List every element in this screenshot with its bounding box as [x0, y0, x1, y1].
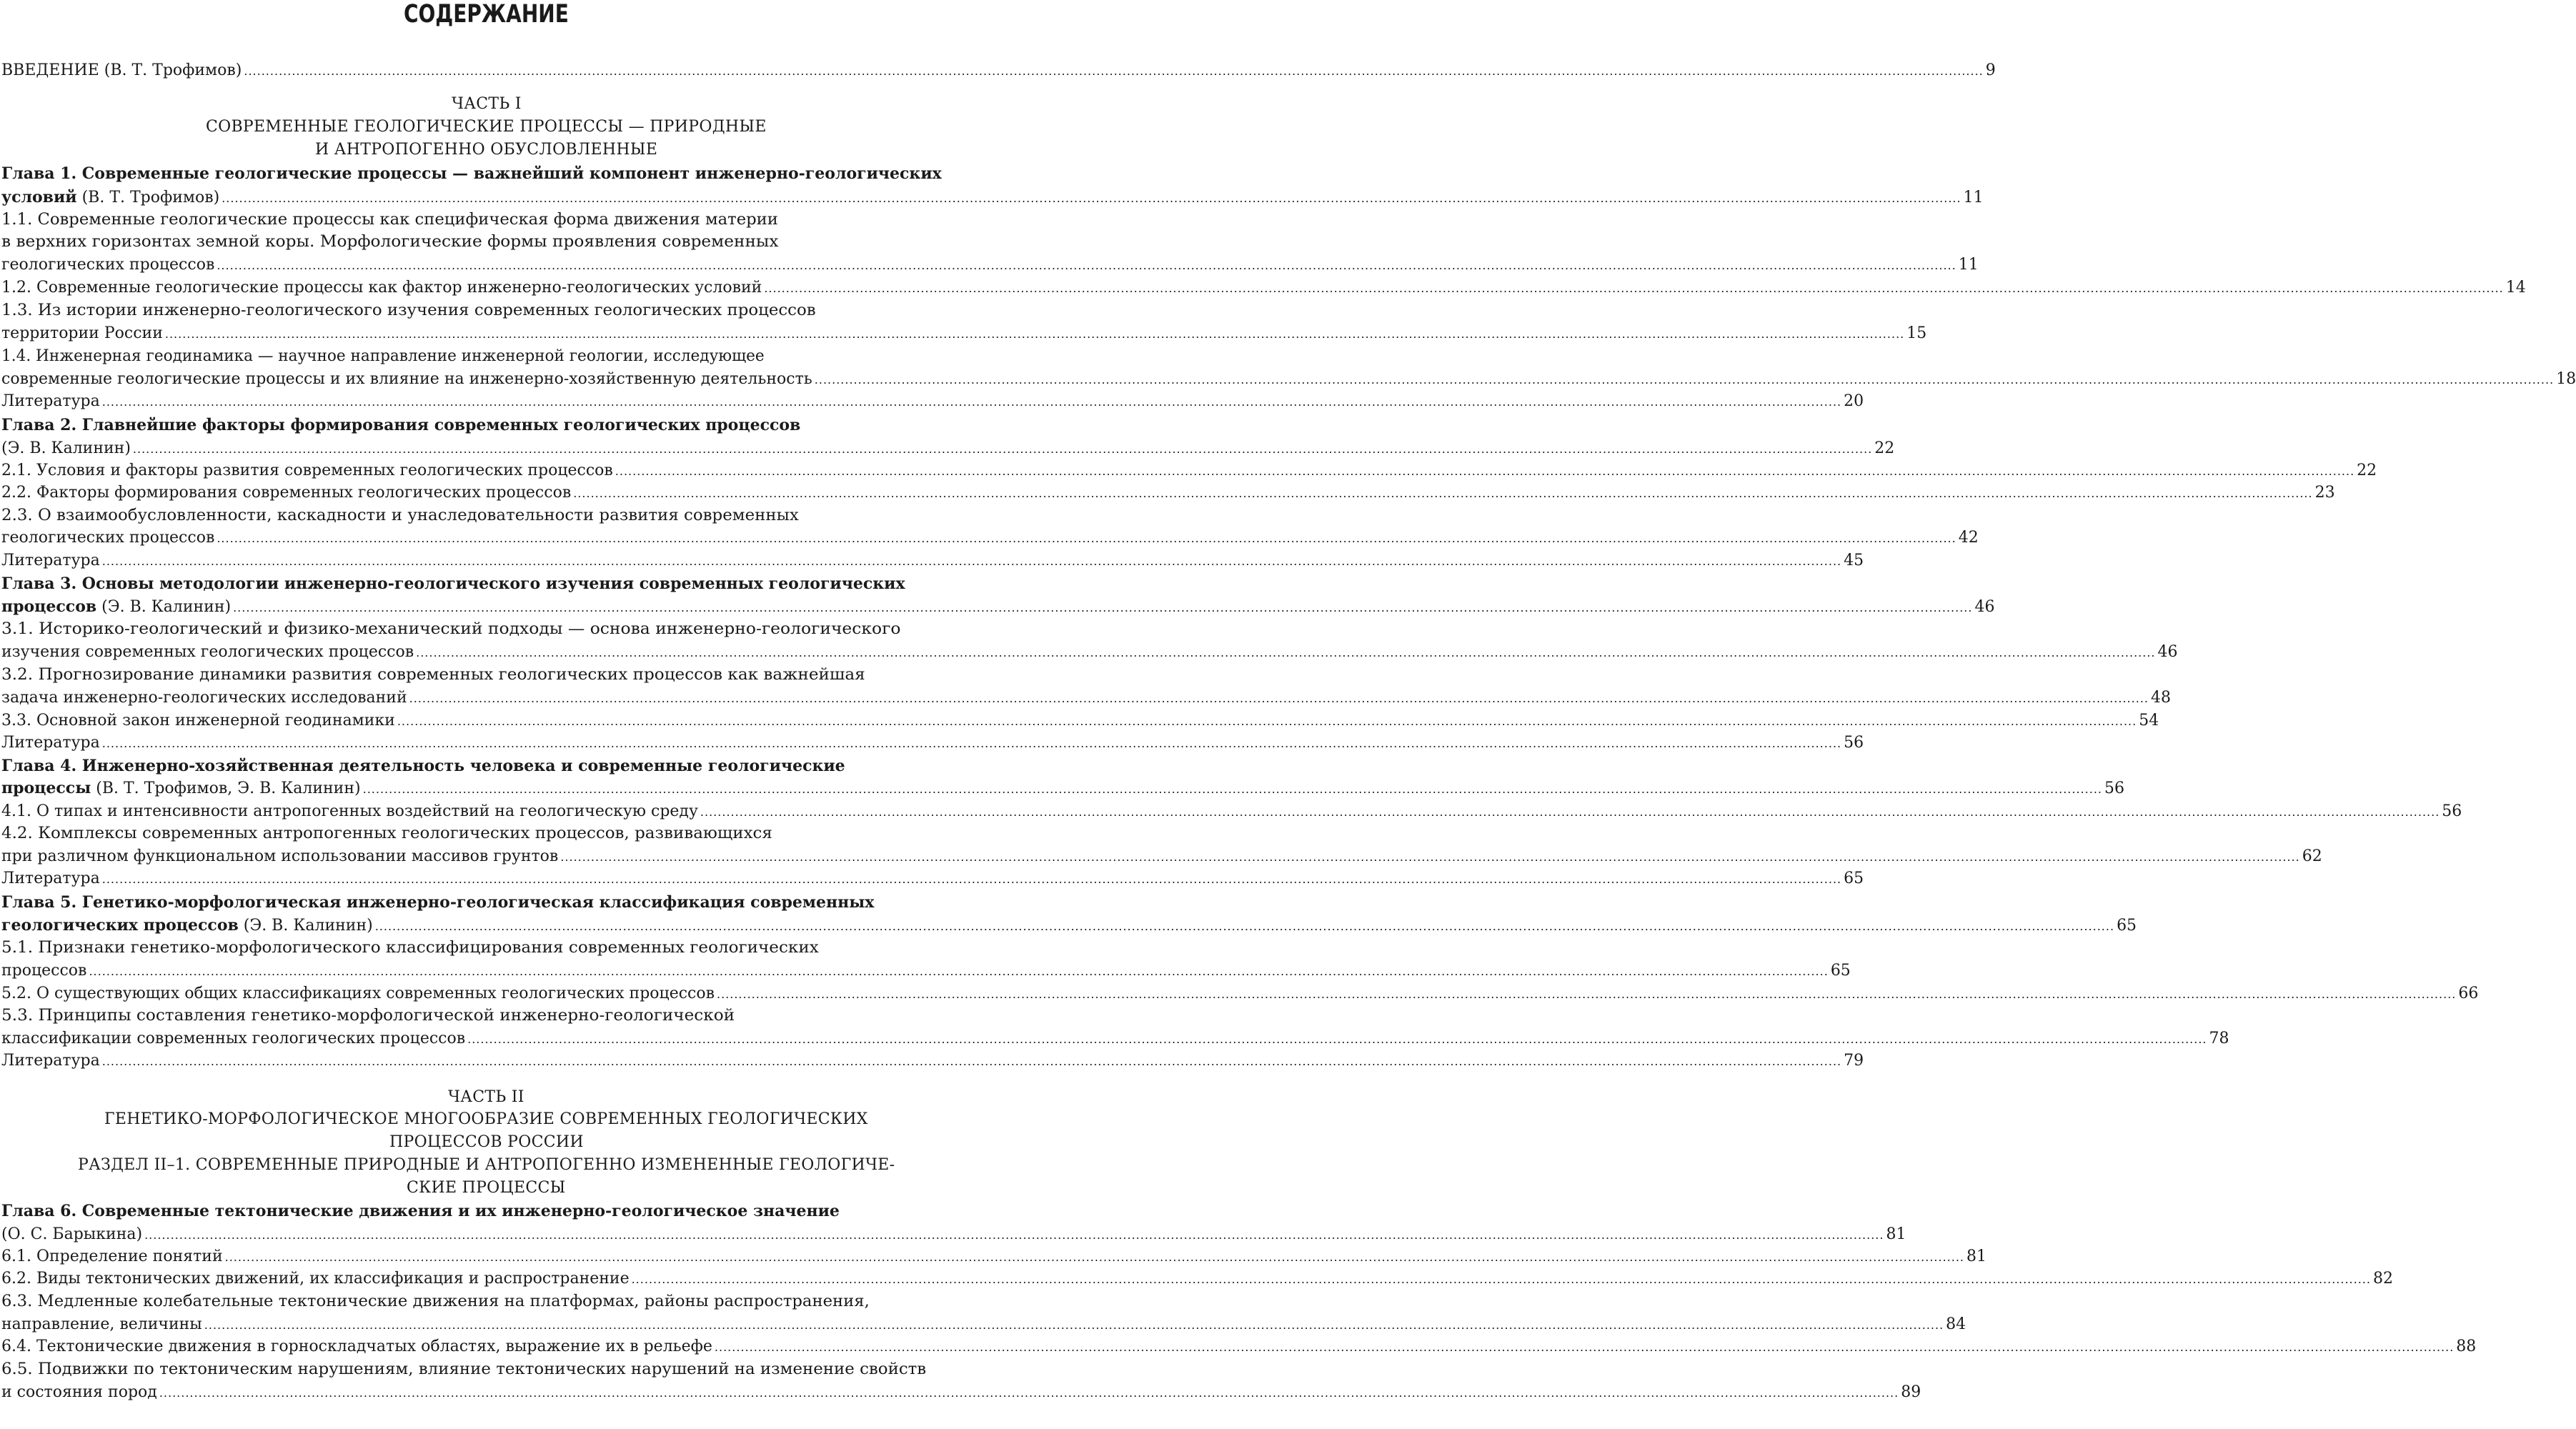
page-number: 48 [2150, 689, 2171, 707]
entry-text: 5.1. Признаки генетико-морфологического классифицирования современных геологических [1, 939, 819, 957]
toc-entry[interactable] [1, 1223, 1906, 1246]
page-number: 56 [2442, 802, 2462, 820]
page-number: 22 [2357, 462, 2377, 479]
toc-entry[interactable] [1, 1245, 1986, 1268]
entry-text: 2.3. О взаимообусловленности, каскадности и унаследовательности развития современных [1, 507, 799, 524]
entry-title [1, 731, 100, 755]
dot-leader: ................................................................................................................................................................................................................................................................................................................................................................................................................ [144, 1228, 1884, 1242]
entry-text: (В. Т. Трофимов) [76, 189, 220, 206]
entry-text: (О. С. Барыкина) [1, 1225, 143, 1243]
entry-title [1, 1267, 630, 1290]
toc-entry[interactable] [1, 253, 1979, 277]
entry-text: 2.1. Условия и факторы развития современных геологических процессов [1, 462, 613, 479]
entry-title [1, 640, 414, 664]
entry-text: в верхних горизонтах земной коры. Морфологические формы проявления современных [1, 233, 779, 251]
entry-text: 2.2. Факторы формирования современных геологических процессов [1, 484, 572, 502]
page-number: 65 [2117, 917, 2137, 935]
entry-title [1, 686, 407, 709]
dot-leader: ................................................................................................................................................................................................................................................................................................................................................................................................................ [233, 601, 1973, 614]
entry-title [1, 322, 163, 345]
toc-entry[interactable] [1, 959, 1851, 982]
entry-title [1, 1223, 142, 1246]
entry-title [1, 186, 219, 209]
dot-leader: ................................................................................................................................................................................................................................................................................................................................................................................................................ [101, 737, 1842, 750]
toc-entry[interactable] [1, 1049, 1864, 1072]
entry-text: классификации современных геологических процессов [1, 1030, 466, 1047]
chapter-title-text: Глава 2. Главнейшие факторы формирования современных геологических процессов [1, 416, 801, 434]
toc-entry[interactable] [1, 59, 1996, 82]
chapter-title-text: процессы [1, 779, 91, 797]
entry-title [1, 867, 100, 890]
dot-leader: ................................................................................................................................................................................................................................................................................................................................................................................................................ [700, 805, 2440, 819]
dot-leader: ................................................................................................................................................................................................................................................................................................................................................................................................................ [101, 872, 1842, 886]
toc-entry-text [1, 1004, 735, 1027]
dot-leader: ................................................................................................................................................................................................................................................................................................................................................................................................................ [217, 532, 1956, 545]
dot-leader: ................................................................................................................................................................................................................................................................................................................................................................................................................ [159, 1386, 1899, 1400]
toc-entry[interactable] [1, 845, 2322, 868]
entry-title [1, 709, 395, 732]
entry-text: (Э. В. Калинин) [238, 917, 373, 935]
dot-leader: ................................................................................................................................................................................................................................................................................................................................................................................................................ [222, 191, 1961, 205]
toc-entry-text [1, 936, 819, 960]
entry-text: 1.3. Из истории инженерно-геологического изучения современных геологических процессов [1, 302, 816, 319]
toc-entry[interactable] [1, 549, 1864, 572]
chapter-title-text: Глава 4. Инженерно-хозяйственная деятельность человека и современные геологические [1, 757, 845, 775]
entry-title [1, 959, 86, 982]
page-number: 84 [1946, 1315, 1966, 1333]
toc-entry[interactable] [1, 367, 2576, 391]
entry-title [1, 777, 361, 800]
entry-title [1, 459, 613, 482]
toc-entry[interactable] [1, 526, 1979, 549]
page-number: 22 [1874, 439, 1895, 457]
toc-entry-text [1, 230, 778, 254]
entry-text: современные геологические процессы и их влияние на инженерно-хозяйственную деятельность [1, 370, 812, 388]
page-number: 20 [1844, 392, 1864, 410]
dot-leader: ................................................................................................................................................................................................................................................................................................................................................................................................................ [397, 714, 2137, 728]
toc-entry[interactable] [1, 709, 2159, 732]
toc-entry[interactable] [1, 1335, 2477, 1358]
section-heading: ЧАСТЬ II [448, 1088, 524, 1106]
entry-text: 6.3. Медленные колебательные тектонические движения на платформах, районы распространения, [1, 1293, 870, 1310]
page-number: 18 [2556, 370, 2576, 388]
dot-leader: ................................................................................................................................................................................................................................................................................................................................................................................................................ [204, 1318, 1944, 1332]
page-number: 11 [1963, 189, 1984, 206]
chapter-title-text: условий [1, 188, 77, 206]
section-heading: ЧАСТЬ I [452, 95, 522, 113]
entry-title [1, 914, 373, 937]
chapter-title [1, 755, 972, 778]
entry-title [1, 1380, 157, 1404]
dot-leader: ................................................................................................................................................................................................................................................................................................................................................................................................................ [714, 1340, 2455, 1354]
entry-text: (В. Т. Трофимов, Э. В. Калинин) [91, 780, 361, 797]
entry-text: 3.3. Основной закон инженерной геодинамики [1, 712, 395, 730]
page-number: 82 [2372, 1270, 2393, 1288]
chapter-title-text: Глава 3. Основы методологии инженерно-геологического изучения современных геологических [1, 574, 905, 593]
dot-leader: ................................................................................................................................................................................................................................................................................................................................................................................................................ [716, 987, 2457, 1001]
page-number: 56 [2104, 780, 2124, 797]
entry-text: геологических процессов [1, 256, 215, 274]
entry-text: Литература [1, 1052, 100, 1070]
chapter-title-text: геологических процессов [1, 916, 239, 935]
chapter-title [1, 414, 972, 437]
toc-entry[interactable] [1, 1313, 1966, 1336]
page-number: 23 [2314, 484, 2335, 502]
toc-entry[interactable] [1, 1380, 1921, 1404]
page-number: 81 [1886, 1225, 1906, 1243]
entry-text: 6.5. Подвижки по тектоническим нарушениям, влияние тектонических нарушений на изменение свойств [1, 1360, 927, 1378]
toc-entry[interactable] [1, 982, 2479, 1005]
section-heading: И АНТРОПОГЕННО ОБУСЛОВЛЕННЫЕ [315, 141, 658, 159]
page-number: 81 [1966, 1248, 1986, 1265]
entry-text: территории России [1, 324, 163, 342]
entry-title [1, 437, 131, 460]
entry-text: (Э. В. Калинин) [1, 439, 131, 457]
toc-entry[interactable] [1, 914, 2137, 937]
entry-text: геологических процессов [1, 529, 215, 547]
toc-entry-text [1, 1358, 926, 1381]
entry-text: 1.4. Инженерная геодинамика — научное направление инженерной геологии, исследующее [1, 347, 765, 365]
entry-title [1, 276, 762, 299]
dot-leader: ................................................................................................................................................................................................................................................................................................................................................................................................................ [164, 327, 1905, 341]
chapter-title [1, 891, 972, 915]
entry-title [1, 549, 100, 572]
page-number: 65 [1844, 870, 1864, 887]
page-number: 89 [1901, 1383, 1921, 1401]
page-number: 15 [1906, 324, 1927, 342]
toc-entry-text [1, 299, 816, 322]
dot-leader: ................................................................................................................................................................................................................................................................................................................................................................................................................ [362, 782, 2102, 796]
chapter-title-text: процессов [1, 597, 97, 616]
dot-leader: ................................................................................................................................................................................................................................................................................................................................................................................................................ [217, 259, 1956, 272]
page-number: 42 [1958, 529, 1979, 547]
section-heading: ПРОЦЕССОВ РОССИИ [389, 1133, 584, 1151]
entry-text: 1.2. Современные геологические процессы как фактор инженерно-геологических условий [1, 279, 762, 297]
entry-text: изучения современных геологических процессов [1, 643, 414, 661]
dot-leader: ................................................................................................................................................................................................................................................................................................................................................................................................................ [244, 64, 1984, 78]
toc-entry[interactable] [1, 867, 1864, 890]
page-number: 9 [1985, 61, 1996, 79]
dot-leader: ................................................................................................................................................................................................................................................................................................................................................................................................................ [467, 1032, 2207, 1046]
toc-entry[interactable] [1, 686, 2171, 709]
toc-entry[interactable] [1, 595, 1995, 619]
toc-entry[interactable] [1, 481, 2335, 504]
page-number: 46 [1974, 598, 1995, 616]
entry-text: Литература [1, 734, 100, 752]
entry-text: задача инженерно-геологических исследований [1, 689, 407, 707]
entry-title [1, 800, 698, 823]
dot-leader: ................................................................................................................................................................................................................................................................................................................................................................................................................ [374, 920, 2115, 933]
entry-text: при различном функциональном использовании массивов грунтов [1, 847, 559, 865]
entry-text: процессов [1, 962, 87, 980]
chapter-title-text: Глава 6. Современные тектонические движения и их инженерно-геологическое значение [1, 1202, 840, 1220]
page-number: 46 [2157, 643, 2178, 661]
entry-text: 5.3. Принципы составления генетико-морфологической инженерно-геологической [1, 1007, 735, 1025]
page-number: 56 [1844, 734, 1864, 752]
entry-title [1, 1027, 465, 1050]
dot-leader: ................................................................................................................................................................................................................................................................................................................................................................................................................ [615, 464, 2355, 478]
toc-entry-text [1, 1290, 870, 1313]
section-heading: СОВРЕМЕННЫЕ ГЕОЛОГИЧЕСКИЕ ПРОЦЕССЫ — ПРИРОДНЫЕ [206, 118, 767, 136]
entry-title [1, 982, 715, 1005]
dot-leader: ................................................................................................................................................................................................................................................................................................................................................................................................................ [101, 554, 1842, 568]
toc-entry[interactable] [1, 186, 1984, 209]
entry-text: 6.4. Тектонические движения в горноскладчатых областях, выражение их в рельефе [1, 1338, 712, 1355]
entry-title [1, 59, 242, 82]
dot-leader: ................................................................................................................................................................................................................................................................................................................................................................................................................ [573, 487, 2313, 500]
entry-text: направление, величины [1, 1315, 202, 1333]
entry-title [1, 389, 100, 413]
entry-title [1, 595, 231, 619]
toc-entry[interactable] [1, 459, 2377, 482]
entry-title [1, 481, 571, 504]
entry-title [1, 1049, 100, 1072]
dot-leader: ................................................................................................................................................................................................................................................................................................................................................................................................................ [764, 282, 2504, 295]
entry-text: Литература [1, 870, 100, 887]
entry-text: 6.1. Определение понятий [1, 1248, 223, 1265]
entry-text: 5.2. О существующих общих классификациях современных геологических процессов [1, 985, 715, 1002]
entry-text: (Э. В. Калинин) [96, 598, 232, 616]
entry-text: 4.1. О типах и интенсивности антропогенных воздействий на геологическую среду [1, 802, 698, 820]
entry-text: 3.1. Историко-геологический и физико-механический подходы — основа инженерно-геологического [1, 620, 901, 638]
entry-text: ВВЕДЕНИЕ (В. Т. Трофимов) [1, 61, 242, 79]
page-title: СОДЕРЖАНИЕ [403, 0, 569, 29]
entry-title [1, 1335, 712, 1358]
toc-entry[interactable] [1, 322, 1927, 345]
dot-leader: ................................................................................................................................................................................................................................................................................................................................................................................................................ [560, 850, 2300, 864]
chapter-title [1, 572, 972, 596]
toc-entry[interactable] [1, 1027, 2229, 1050]
toc-entry[interactable] [1, 640, 2178, 664]
entry-text: и состояния пород [1, 1383, 157, 1401]
page-number: 65 [1830, 962, 1851, 980]
entry-text: 4.2. Комплексы современных антропогенных геологических процессов, развивающихся [1, 825, 772, 842]
entry-title [1, 845, 558, 868]
entry-text: 3.2. Прогнозирование динамики развития современных геологических процессов как важнейшая [1, 666, 865, 684]
entry-text: 1.1. Современные геологические процессы как специфическая форма движения материи [1, 211, 778, 229]
page-number: 88 [2456, 1338, 2477, 1355]
dot-leader: ................................................................................................................................................................................................................................................................................................................................................................................................................ [89, 965, 1829, 978]
entry-title [1, 367, 812, 391]
toc-entry[interactable] [1, 1267, 2393, 1290]
toc-entry-text [1, 617, 900, 641]
page-number: 14 [2505, 279, 2526, 297]
toc-entry[interactable] [1, 276, 2526, 299]
dot-leader: ................................................................................................................................................................................................................................................................................................................................................................................................................ [631, 1273, 2371, 1286]
toc-entry-text [1, 663, 865, 687]
dot-leader: ................................................................................................................................................................................................................................................................................................................................................................................................................ [814, 373, 2555, 387]
dot-leader: ................................................................................................................................................................................................................................................................................................................................................................................................................ [101, 1055, 1842, 1068]
toc-entry[interactable] [1, 389, 1864, 413]
page-number: 78 [2209, 1030, 2229, 1047]
dot-leader: ................................................................................................................................................................................................................................................................................................................................................................................................................ [101, 395, 1842, 409]
toc-entry-text [1, 208, 778, 231]
page-number: 45 [1844, 552, 1864, 569]
entry-text: Литература [1, 552, 100, 569]
toc-entry-text [1, 344, 765, 368]
chapter-title-text: Глава 5. Генетико-морфологическая инженерно-геологическая классификация современных [1, 893, 875, 912]
entry-title [1, 1313, 202, 1336]
entry-text: 6.2. Виды тектонических движений, их классификация и распространение [1, 1270, 630, 1288]
section-heading: РАЗДЕЛ II–1. СОВРЕМЕННЫЕ ПРИРОДНЫЕ И АНТРОПОГЕННО ИЗМЕНЕННЫЕ ГЕОЛОГИЧЕ- [78, 1156, 895, 1174]
dot-leader: ................................................................................................................................................................................................................................................................................................................................................................................................................ [132, 442, 1873, 456]
entry-title [1, 526, 214, 549]
chapter-title-text: Глава 1. Современные геологические процессы — важнейший компонент инженерно-геологических [1, 164, 942, 183]
toc-entry[interactable] [1, 800, 2462, 823]
dot-leader: ................................................................................................................................................................................................................................................................................................................................................................................................................ [416, 646, 2156, 659]
toc-entry[interactable] [1, 437, 1895, 460]
page-number: 62 [2302, 847, 2322, 865]
chapter-title [1, 162, 972, 186]
chapter-title [1, 1200, 972, 1223]
section-heading: ГЕНЕТИКО-МОРФОЛОГИЧЕСКОЕ МНОГООБРАЗИЕ СОВРЕМЕННЫХ ГЕОЛОГИЧЕСКИХ [104, 1110, 868, 1128]
toc-entry[interactable] [1, 731, 1864, 755]
entry-text: Литература [1, 392, 100, 410]
entry-title [1, 1245, 223, 1268]
page-number: 54 [2139, 712, 2159, 730]
page-number: 11 [1958, 256, 1979, 274]
page-number: 66 [2458, 985, 2479, 1002]
page-number: 79 [1844, 1052, 1864, 1070]
toc-entry[interactable] [1, 777, 2124, 800]
entry-title [1, 253, 214, 277]
dot-leader: ................................................................................................................................................................................................................................................................................................................................................................................................................ [224, 1250, 1964, 1264]
dot-leader: ................................................................................................................................................................................................................................................................................................................................................................................................................ [409, 692, 2149, 705]
toc-entry-text [1, 822, 772, 845]
toc-entry-text [1, 504, 799, 527]
section-heading: СКИЕ ПРОЦЕССЫ [407, 1179, 566, 1197]
